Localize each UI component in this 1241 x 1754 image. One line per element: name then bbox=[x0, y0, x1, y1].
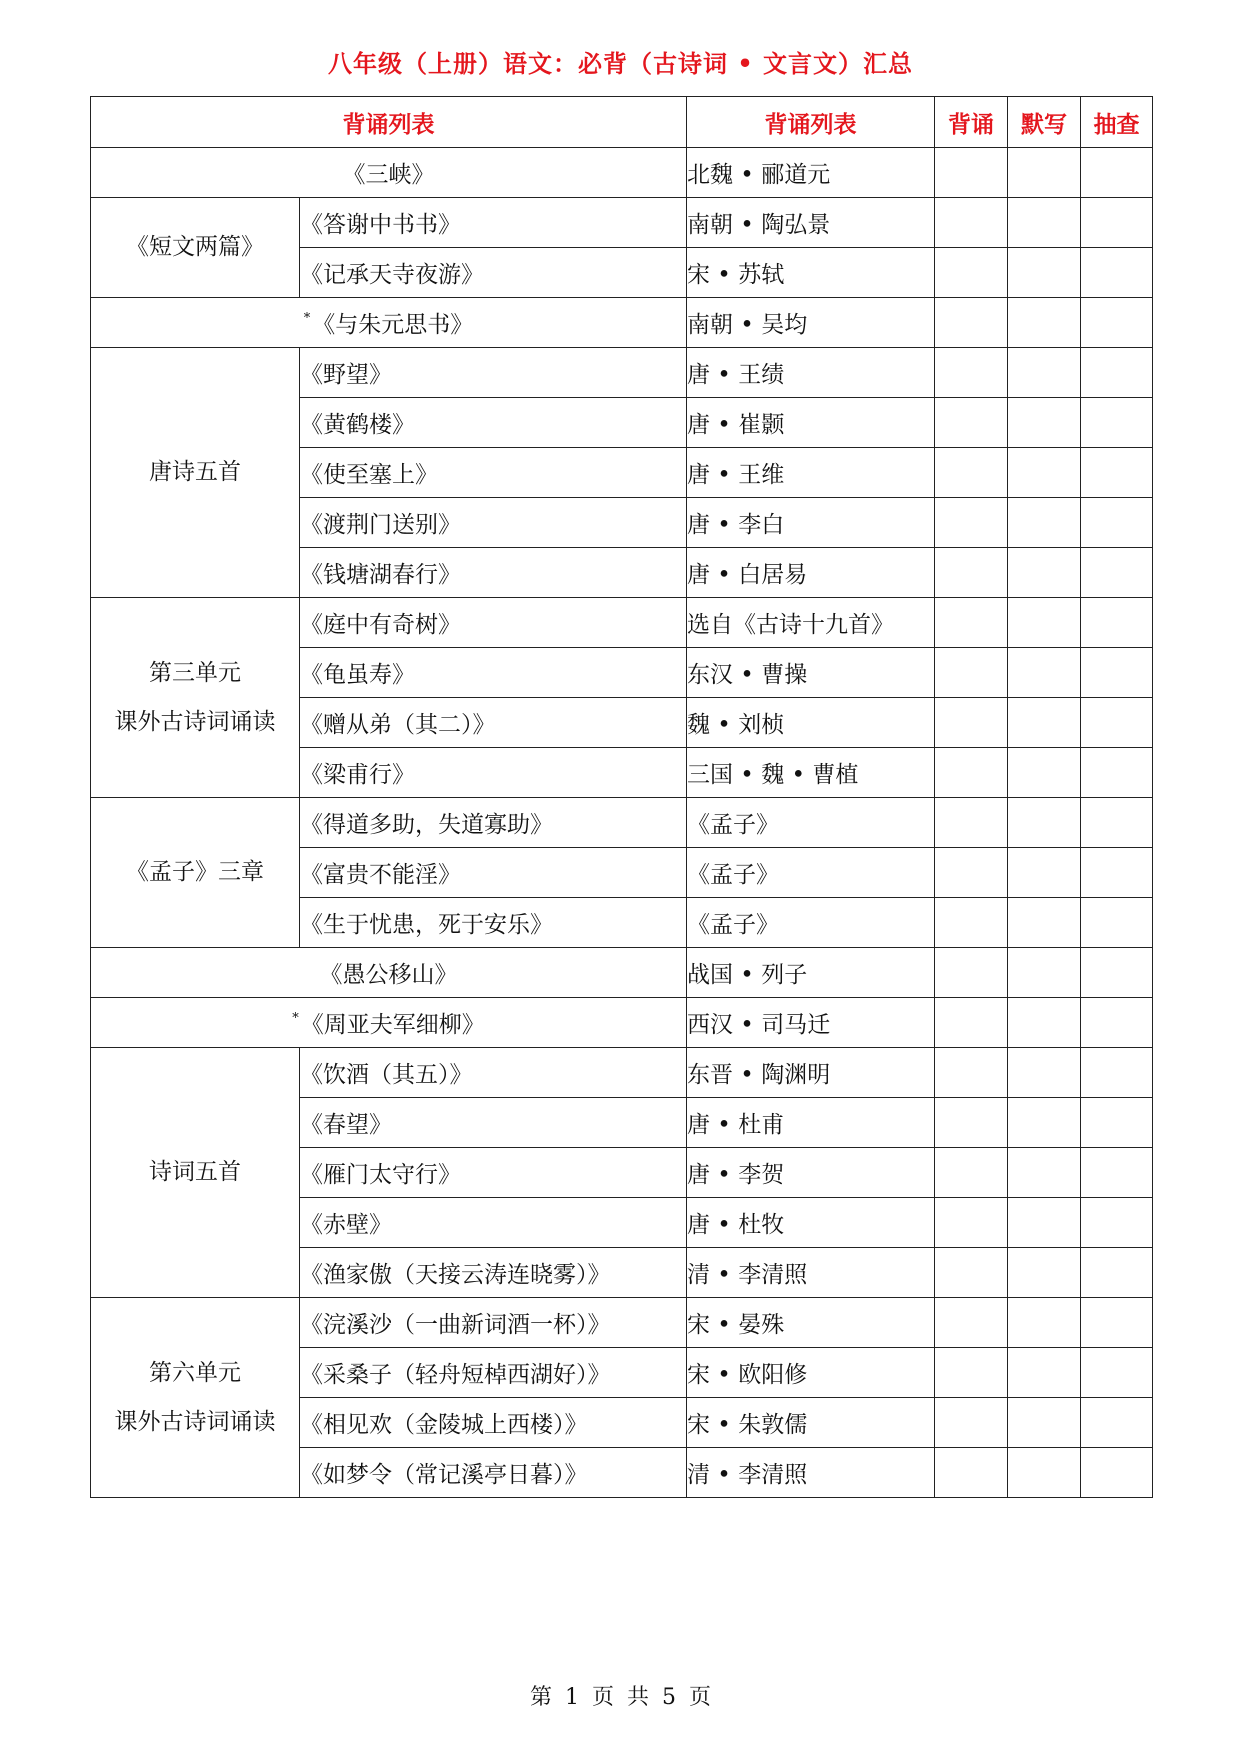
spotcheck-check-cell[interactable] bbox=[1081, 948, 1153, 998]
text-title: 《赤壁》 bbox=[300, 1198, 687, 1248]
text-title: 《相见欢（金陵城上西楼）》 bbox=[300, 1398, 687, 1448]
recite-check-cell[interactable] bbox=[935, 948, 1008, 998]
page-footer: 第 1 页 共 5 页 bbox=[530, 1685, 711, 1710]
text-title-cell bbox=[91, 298, 687, 348]
text-author: 清 • 李清照 bbox=[687, 1448, 935, 1498]
spotcheck-check-cell[interactable] bbox=[1081, 1398, 1153, 1448]
table-row bbox=[91, 348, 1153, 398]
text-title: 《梁甫行》 bbox=[300, 748, 687, 798]
text-author: 清 • 李清照 bbox=[687, 1248, 935, 1298]
text-author: 南朝 • 陶弘景 bbox=[687, 198, 935, 248]
spotcheck-check-cell[interactable] bbox=[1081, 998, 1153, 1048]
text-author: 《孟子》 bbox=[687, 848, 935, 898]
recite-check-cell[interactable] bbox=[935, 198, 1008, 248]
group-label: 《孟子》三章 bbox=[91, 798, 300, 948]
text-author: 唐 • 白居易 bbox=[687, 548, 935, 598]
recite-check-cell[interactable] bbox=[935, 998, 1008, 1048]
text-title: 《龟虽寿》 bbox=[300, 648, 687, 698]
text-title: 《愚公移山》 bbox=[91, 948, 687, 998]
table-header-row bbox=[91, 97, 1153, 148]
recite-check-cell[interactable] bbox=[935, 448, 1008, 498]
recite-check-cell[interactable] bbox=[935, 1148, 1008, 1198]
dictation-check-cell[interactable] bbox=[1008, 1448, 1081, 1498]
spotcheck-check-cell[interactable] bbox=[1081, 1298, 1153, 1348]
table-row bbox=[91, 798, 1153, 848]
text-title: 《春望》 bbox=[300, 1098, 687, 1148]
text-author: 唐 • 李贺 bbox=[687, 1148, 935, 1198]
recite-check-cell[interactable] bbox=[935, 248, 1008, 298]
text-author: 魏 • 刘桢 bbox=[687, 698, 935, 748]
dictation-check-cell[interactable] bbox=[1008, 1298, 1081, 1348]
recite-check-cell[interactable] bbox=[935, 298, 1008, 348]
recite-check-cell[interactable] bbox=[935, 1048, 1008, 1098]
text-title: 《得道多助，失道寡助》 bbox=[300, 798, 687, 848]
text-author: 北魏 • 郦道元 bbox=[687, 148, 935, 198]
recite-check-cell[interactable] bbox=[935, 1098, 1008, 1148]
header-recite: 背诵 bbox=[935, 97, 1008, 148]
spotcheck-check-cell[interactable] bbox=[1081, 898, 1153, 948]
text-author: 宋 • 欧阳修 bbox=[687, 1348, 935, 1398]
recite-check-cell[interactable] bbox=[935, 598, 1008, 648]
group-label-line: 第六单元 bbox=[149, 1359, 241, 1386]
dictation-check-cell[interactable] bbox=[1008, 1248, 1081, 1298]
text-author: 东汉 • 曹操 bbox=[687, 648, 935, 698]
spotcheck-check-cell[interactable] bbox=[1081, 698, 1153, 748]
dictation-check-cell[interactable] bbox=[1008, 648, 1081, 698]
text-author: 唐 • 杜牧 bbox=[687, 1198, 935, 1248]
dictation-check-cell[interactable] bbox=[1008, 698, 1081, 748]
group-label: 《短文两篇》 bbox=[91, 198, 300, 298]
recite-check-cell[interactable] bbox=[935, 698, 1008, 748]
text-author: 唐 • 王绩 bbox=[687, 348, 935, 398]
recite-check-cell[interactable] bbox=[935, 1448, 1008, 1498]
table-row bbox=[91, 998, 1153, 1048]
table-row bbox=[91, 948, 1153, 998]
text-title: 《黄鹤楼》 bbox=[300, 398, 687, 448]
text-author: 宋 • 晏殊 bbox=[687, 1298, 935, 1348]
dictation-check-cell[interactable] bbox=[1008, 198, 1081, 248]
text-title: 《渔家傲（天接云涛连晓雾）》 bbox=[300, 1248, 687, 1298]
text-title: 《野望》 bbox=[300, 348, 687, 398]
table-row bbox=[91, 1048, 1153, 1098]
text-title: 《生于忧患，死于安乐》 bbox=[300, 898, 687, 948]
dictation-check-cell[interactable] bbox=[1008, 248, 1081, 298]
spotcheck-check-cell[interactable] bbox=[1081, 248, 1153, 298]
table-row bbox=[91, 148, 1153, 198]
dictation-check-cell[interactable] bbox=[1008, 1048, 1081, 1098]
group-label-line: 第三单元 bbox=[149, 659, 241, 686]
recite-check-cell[interactable] bbox=[935, 398, 1008, 448]
dictation-check-cell[interactable] bbox=[1008, 348, 1081, 398]
group-label: 唐诗五首 bbox=[91, 348, 300, 598]
spotcheck-check-cell[interactable] bbox=[1081, 798, 1153, 848]
text-title: 《饮酒（其五）》 bbox=[300, 1048, 687, 1098]
table-row bbox=[91, 598, 1153, 648]
dictation-check-cell[interactable] bbox=[1008, 598, 1081, 648]
recite-check-cell[interactable] bbox=[935, 1398, 1008, 1448]
text-author: 宋 • 苏轼 bbox=[687, 248, 935, 298]
recite-check-cell[interactable] bbox=[935, 898, 1008, 948]
recite-check-cell[interactable] bbox=[935, 498, 1008, 548]
spotcheck-check-cell[interactable] bbox=[1081, 1248, 1153, 1298]
dictation-check-cell[interactable] bbox=[1008, 948, 1081, 998]
recite-check-cell[interactable] bbox=[935, 798, 1008, 848]
recite-check-cell[interactable] bbox=[935, 1248, 1008, 1298]
dictation-check-cell[interactable] bbox=[1008, 148, 1081, 198]
text-title: 《采桑子（轻舟短棹西湖好）》 bbox=[300, 1348, 687, 1398]
dictation-check-cell[interactable] bbox=[1008, 1098, 1081, 1148]
header-dictation: 默写 bbox=[1008, 97, 1081, 148]
group-label bbox=[91, 1298, 300, 1498]
extended-reading-mark: * bbox=[292, 1011, 299, 1026]
page-title: 八年级（上册）语文：必背（古诗词 • 文言文）汇总 bbox=[327, 49, 914, 78]
dictation-check-cell[interactable] bbox=[1008, 848, 1081, 898]
spotcheck-check-cell[interactable] bbox=[1081, 498, 1153, 548]
dictation-check-cell[interactable] bbox=[1008, 448, 1081, 498]
spotcheck-check-cell[interactable] bbox=[1081, 598, 1153, 648]
text-author: 西汉 • 司马迁 bbox=[687, 998, 935, 1048]
recite-check-cell[interactable] bbox=[935, 548, 1008, 598]
dictation-check-cell[interactable] bbox=[1008, 1198, 1081, 1248]
text-title: 《雁门太守行》 bbox=[300, 1148, 687, 1198]
spotcheck-check-cell[interactable] bbox=[1081, 398, 1153, 448]
recite-check-cell[interactable] bbox=[935, 1298, 1008, 1348]
spotcheck-check-cell[interactable] bbox=[1081, 348, 1153, 398]
dictation-check-cell[interactable] bbox=[1008, 898, 1081, 948]
group-label-line: 课外古诗词诵读 bbox=[114, 1408, 276, 1435]
spotcheck-check-cell[interactable] bbox=[1081, 298, 1153, 348]
text-author: 《孟子》 bbox=[687, 898, 935, 948]
text-author: 选自《古诗十九首》 bbox=[687, 598, 935, 648]
spotcheck-check-cell[interactable] bbox=[1081, 648, 1153, 698]
dictation-check-cell[interactable] bbox=[1008, 548, 1081, 598]
spotcheck-check-cell[interactable] bbox=[1081, 1348, 1153, 1398]
recite-check-cell[interactable] bbox=[935, 1348, 1008, 1398]
text-title: 《答谢中书书》 bbox=[300, 198, 687, 248]
group-label: 诗词五首 bbox=[91, 1048, 300, 1298]
text-title: 《赠从弟（其二）》 bbox=[300, 698, 687, 748]
text-title-cell bbox=[91, 998, 687, 1048]
recitation-table bbox=[90, 96, 1153, 1498]
text-author: 东晋 • 陶渊明 bbox=[687, 1048, 935, 1098]
spotcheck-check-cell[interactable] bbox=[1081, 748, 1153, 798]
text-title: 《三峡》 bbox=[91, 148, 687, 198]
text-author: 南朝 • 吴均 bbox=[687, 298, 935, 348]
header-list: 背诵列表 bbox=[91, 97, 687, 148]
spotcheck-check-cell[interactable] bbox=[1081, 1098, 1153, 1148]
spotcheck-check-cell[interactable] bbox=[1081, 1198, 1153, 1248]
text-title: 《富贵不能淫》 bbox=[300, 848, 687, 898]
spotcheck-check-cell[interactable] bbox=[1081, 198, 1153, 248]
text-title: 《庭中有奇树》 bbox=[300, 598, 687, 648]
text-title: 《渡荆门送别》 bbox=[300, 498, 687, 548]
dictation-check-cell[interactable] bbox=[1008, 748, 1081, 798]
dictation-check-cell[interactable] bbox=[1008, 1398, 1081, 1448]
spotcheck-check-cell[interactable] bbox=[1081, 1048, 1153, 1098]
text-author: 宋 • 朱敦儒 bbox=[687, 1398, 935, 1448]
spotcheck-check-cell[interactable] bbox=[1081, 148, 1153, 198]
dictation-check-cell[interactable] bbox=[1008, 498, 1081, 548]
text-title: 《记承天寺夜游》 bbox=[300, 248, 687, 298]
dictation-check-cell[interactable] bbox=[1008, 998, 1081, 1048]
recite-check-cell[interactable] bbox=[935, 1198, 1008, 1248]
text-author: 唐 • 李白 bbox=[687, 498, 935, 548]
dictation-check-cell[interactable] bbox=[1008, 798, 1081, 848]
text-title: 《钱塘湖春行》 bbox=[300, 548, 687, 598]
spotcheck-check-cell[interactable] bbox=[1081, 1448, 1153, 1498]
text-author: 战国 • 列子 bbox=[687, 948, 935, 998]
header-spotcheck: 抽查 bbox=[1081, 97, 1153, 148]
table-row bbox=[91, 198, 1153, 248]
recite-check-cell[interactable] bbox=[935, 848, 1008, 898]
text-author: 唐 • 崔颢 bbox=[687, 398, 935, 448]
table-row bbox=[91, 1298, 1153, 1348]
text-author: 三国 • 魏 • 曹植 bbox=[687, 748, 935, 798]
text-author: 唐 • 杜甫 bbox=[687, 1098, 935, 1148]
text-author: 《孟子》 bbox=[687, 798, 935, 848]
group-label bbox=[91, 598, 300, 798]
spotcheck-check-cell[interactable] bbox=[1081, 1148, 1153, 1198]
recite-check-cell[interactable] bbox=[935, 348, 1008, 398]
spotcheck-check-cell[interactable] bbox=[1081, 448, 1153, 498]
dictation-check-cell[interactable] bbox=[1008, 298, 1081, 348]
text-title: 《如梦令（常记溪亭日暮）》 bbox=[300, 1448, 687, 1498]
header-author: 背诵列表 bbox=[687, 97, 935, 148]
text-title: 《浣溪沙（一曲新词酒一杯）》 bbox=[300, 1298, 687, 1348]
text-title: 《与朱元思书》 bbox=[312, 312, 474, 338]
recite-check-cell[interactable] bbox=[935, 648, 1008, 698]
text-title: 《周亚夫军细柳》 bbox=[300, 1012, 485, 1038]
extended-reading-mark: * bbox=[303, 311, 311, 326]
group-label-line: 课外古诗词诵读 bbox=[114, 708, 276, 735]
text-author: 唐 • 王维 bbox=[687, 448, 935, 498]
text-title: 《使至塞上》 bbox=[300, 448, 687, 498]
dictation-check-cell[interactable] bbox=[1008, 1348, 1081, 1398]
dictation-check-cell[interactable] bbox=[1008, 1148, 1081, 1198]
recite-check-cell[interactable] bbox=[935, 148, 1008, 198]
dictation-check-cell[interactable] bbox=[1008, 398, 1081, 448]
spotcheck-check-cell[interactable] bbox=[1081, 848, 1153, 898]
recite-check-cell[interactable] bbox=[935, 748, 1008, 798]
table-row bbox=[91, 298, 1153, 348]
spotcheck-check-cell[interactable] bbox=[1081, 548, 1153, 598]
